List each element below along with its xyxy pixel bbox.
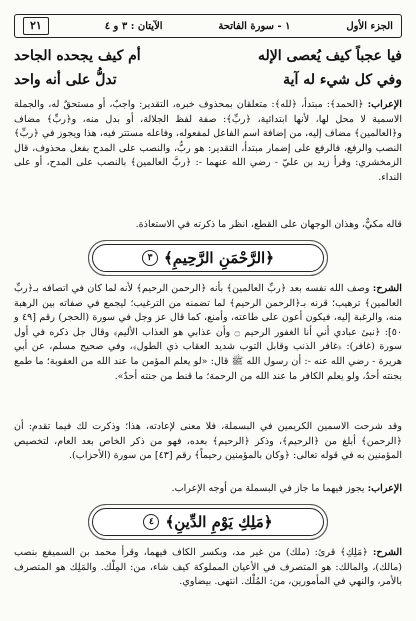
poem-hemistich: أم كيف يجحده الجاحد xyxy=(14,48,141,64)
irab-paragraph-1 xyxy=(14,98,402,186)
verse-text: ﴿الرَّحْمَنِ الرَّحِيمِ﴾ xyxy=(164,249,274,267)
poem-hemistich: وفي كل شيء له آية xyxy=(283,72,402,88)
sharh-paragraph-2 xyxy=(14,546,402,590)
section-label: الإعراب: xyxy=(367,483,402,494)
page-header xyxy=(14,14,402,38)
verse-number: ٣ xyxy=(142,250,158,266)
paragraph-text: ﴿مَلِكِ﴾ قرئ: (ملك) من غير مد، وبكسر الكاف فيهما، وقرأ محمد بن السميفع بنصب (مالك)، والمالك: هو المتصرف في الأعيان المملوكة كيف شاء، من: المِلْك. والمَلِك هو المتصرف بالأمر، والنهي في المأمورين، من: المُلْك. انتهى. بيضاوي. xyxy=(14,547,402,588)
paragraph-text: وقد شرحت الاسمين الكريمين في البسملة، فلا معنى لإعادته، هذا؛ وذكرت لك فيما تقدم: أن ﴿الرحمن﴾ أبلغ من ﴿الرحيم﴾، وذكر ﴿الرحيم﴾ بعده، فهو من ذكر الخاص بعد العام، لتخصيص المؤمنين به في قوله تعالى: ﴿وكان بالمؤمنين رحيماً﴾ رقم [٤٣] من سورة (الأحزاب). xyxy=(14,421,402,462)
note-paragraph-1 xyxy=(14,218,402,233)
page-number: ٢١ xyxy=(23,17,49,35)
poem-hemistich: فيا عجباً كيف يُعصى الإله xyxy=(257,48,402,64)
paragraph-text: يجوز فيهما ما جاز في البسملة من أوجه الإعراب. xyxy=(171,483,365,494)
paragraph-text: ﴿الحمد﴾: مبتدأ، ﴿لله﴾: متعلقان بمحذوف خبره، التقدير: واجبٌ، أو مستحقٌ له، والجملة الاسمية لا محل لها، لأنها ابتدائية، ﴿ربِّ﴾: صفة لفظ الجلالة، أو بدل منه، و﴿ربِّ﴾ مضاف و﴿العالمين﴾ مضاف إليه، من إضافة اسم الفاعل لمفعوله، وفاعله مستتر فيه، هذا ويجوز في ﴿ربِّ﴾ النصب والرفع، فالرفع على إضمار مبتدأ، التقدير: هو ربُّ، والنصب على المدح بفعل محذوف، قال الزمخشري: وقرأ زيد بن عليّ - رضي الله عنهما -: ﴿ربَّ العالمين﴾ بالنصب على المدح، أو على النداء. xyxy=(14,99,402,183)
paragraph-text: قاله مكيٌّ، وهذان الوجهان على القطع، انظر ما ذكرته في الاستعاذة. xyxy=(135,219,402,230)
verse-number: ٤ xyxy=(143,514,159,530)
juz-title: الجزء الأول xyxy=(346,20,393,32)
irab-paragraph-2 xyxy=(14,482,402,497)
surah-title: ١ - سورة الفاتحة xyxy=(218,20,291,32)
paragraph-text: وصف الله نفسه بعد ﴿ربِّ العالمين﴾ بأنه ﴿الرحمن الرحيم﴾ لأنه لما كان في اتصافه بـ﴿ربِّ العالمين﴾ ترهيب؛ قرنه بـ﴿الرحمن الرحيم﴾ لما تضمنه من الترغيب؛ ليجمع في صفاته بين الرهبة منه، والرغبة إليه، فيكون أعون على طاعته، وأمنع، كما قال عز وجل في سورة (الحجر) رقم [٤٩ و ٥٠]: ﴿نبئ عبادي أني أنا الغفور الرحيم ۝ وأن عذابي هو العذاب الأليم﴾ وقال جل ذكره في أول سورة (غافر): ﴿غافر الذنب وقابل التوب شديد العقاب ذي الطول﴾، وفي صحيح مسلم، عن أبي هريرة - رضي الله عنه -: أن رسول الله ﷺ قال: «لو يعلم المؤمن ما عند الله من العقوبة؛ ما طمع بجنته أحدٌ، ولو يعلم الكافر ما عند الله من الرحمة؛ ما قنط من جنته أحدٌ». xyxy=(14,283,402,382)
verse-banner-4 xyxy=(92,508,324,536)
poem-hemistich: تدلُّ على أنه واحد xyxy=(14,72,117,88)
verse-banner-3 xyxy=(92,244,324,272)
section-label: الشرح: xyxy=(372,547,402,558)
sharh-paragraph-1 xyxy=(14,282,402,384)
section-label: الإعراب: xyxy=(367,99,402,110)
verse-text: ﴿مَلِكِ يَوْمِ الدِّينِ﴾ xyxy=(165,513,273,531)
note-paragraph-2 xyxy=(14,420,402,464)
verses-label: الآيتان : ٣ و ٤ xyxy=(104,20,163,32)
poem-line-1 xyxy=(14,48,402,64)
poem-line-2 xyxy=(14,72,402,88)
section-label: الشرح: xyxy=(372,283,402,294)
